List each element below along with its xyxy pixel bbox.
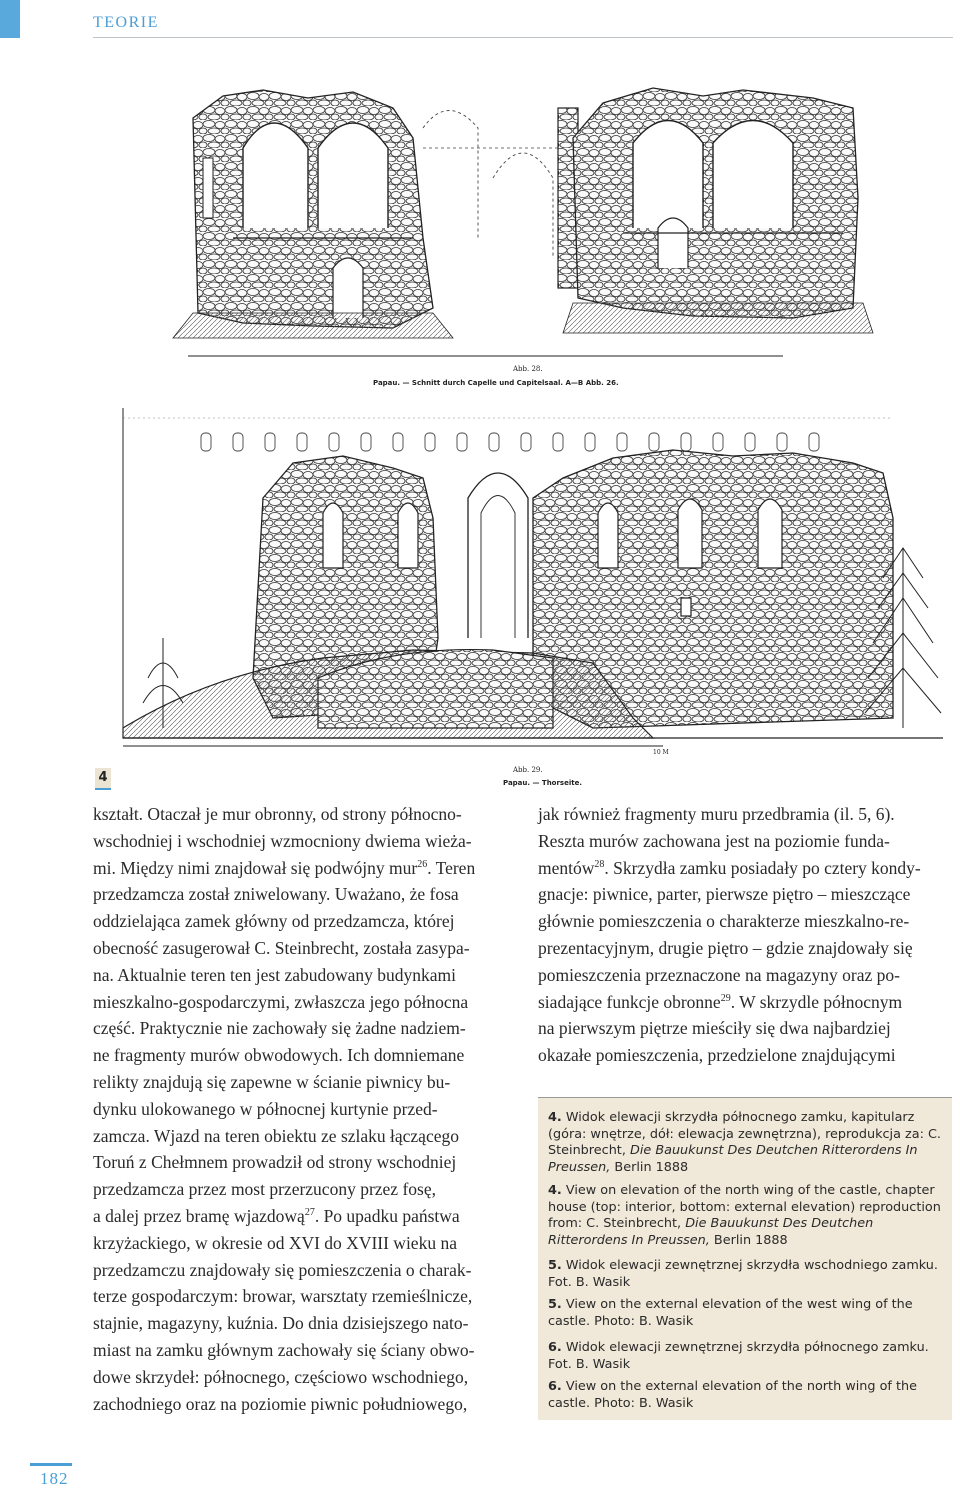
left-text-line: terze gospodarczym: browar, warsztaty rzemieślnicze,	[93, 1286, 473, 1307]
right-text-line: prezentacyjnym, drugie piętro – gdzie znajdowały się	[538, 937, 913, 958]
caption-5-en: 5. View on the external elevation of the west wing of the castle. Photo: B. Wasik	[548, 1297, 913, 1329]
left-text-line: przedzamczu znajdowały się pomieszczenia o charak-	[93, 1259, 472, 1280]
top-section-drawing	[173, 88, 873, 387]
body-text-right-column	[538, 801, 952, 1069]
castle-engraving-figure	[93, 78, 953, 793]
top-caption-title: Papau. — Schnitt durch Capelle und Capitelsaal. A—B Abb. 26.	[373, 379, 619, 387]
footnote-ref[interactable]: 27	[304, 1206, 315, 1218]
left-text-line: miast na zamku głównym zachowały się ściany obwo-	[93, 1339, 475, 1360]
bottom-caption-title: Papau. — Thorseite.	[503, 779, 583, 787]
right-text-line: siadające funkcje obronne$^{29}$. W skrzydle północnym	[538, 991, 903, 1012]
left-text-line: zachodniego oraz na poziomie piwnic południowego,	[93, 1393, 468, 1414]
left-text-line: wschodniej i wschodniej wzmocniony dwiema wieża-	[93, 830, 472, 851]
left-text-line: mi. Między nimi znajdował się podwójny mur$^{26}$. Teren	[93, 857, 476, 878]
left-text-line: mieszkalno-gospodarczymi, zwłaszcza jego północna	[93, 991, 469, 1012]
right-text-line: gnacje: piwnice, parter, pierwsze piętro – mieszczące	[538, 884, 911, 905]
left-text-line: kształt. Otaczał je mur obronny, od strony północno-	[93, 804, 462, 824]
bottom-caption-abb: Abb. 29.	[513, 766, 543, 774]
left-text-line: przedzamcza został zniwelowany. Uważano, że fosa	[93, 884, 459, 905]
caption-4-en: 4. View on elevation of the north wing of the castle, chapter house (top: interior, bottom: external elevation) reproduction from: C. Steinbrecht, Die Bauukunst Des Deutchen Ritterordens In Preussen, Berlin 1888	[548, 1183, 941, 1248]
caption-6-pl: 6. Widok elewacji zewnętrznej skrzydła północnego zamku. Fot. B. Wasik	[548, 1340, 929, 1372]
footer-rule	[30, 1463, 72, 1466]
left-text-line: relikty znajdują się zapewne w ścianie piwnicy bu-	[93, 1071, 451, 1092]
header-accent-bar	[0, 0, 20, 38]
left-text-line: obecność zasugerował C. Steinbrecht, została zasypa-	[93, 937, 470, 958]
left-text-line: przedzamcza przez most przerzucony przez fosę,	[93, 1179, 436, 1200]
right-text-line: głównie pomieszczenia o charakterze mieszkalno-re-	[538, 911, 910, 932]
left-text-line: stajnie, magazyny, kuźnia. Do dnia dzisiejszego nato-	[93, 1313, 469, 1334]
footnote-ref[interactable]: 28	[594, 858, 605, 870]
figure-number-badge: 4	[95, 768, 111, 790]
left-text-line: a dalej przez bramę wjazdową$^{27}$. Po upadku państwa	[93, 1205, 460, 1226]
right-text-line: na pierwszym piętrze mieściły się dwa najbardziej	[538, 1018, 891, 1039]
left-text-line: część. Praktycznie nie zachowały się żadne nadziem-	[93, 1018, 466, 1039]
caption-4-pl: 4. Widok elewacji skrzydła północnego zamku, kapitularz (góra: wnętrze, dół: elewacja zewnętrzna), reprodukcja za: C. Steinbrecht, Die Bauukunst Des Deutchen Ritterordens In Preussen, Berlin 1888	[548, 1110, 941, 1175]
left-text-line: dynku ulokowanego w północnej kurtynie przed-	[93, 1098, 438, 1119]
header-rule	[93, 37, 953, 38]
body-text-left-column	[93, 801, 511, 1417]
caption-5-pl: 5. Widok elewacji zewnętrznej skrzydła wschodniego zamku. Fot. B. Wasik	[548, 1258, 938, 1290]
page-number: 182	[40, 1469, 69, 1488]
left-text-line: Toruń z Chełmnem prowadził od strony wschodniej	[93, 1152, 457, 1173]
left-text-line: zamcza. Wjazd na teren obiektu ze szlaku łączącego	[93, 1125, 459, 1146]
left-text-line: dowe skrzydeł: północnego, częściowo wschodniego,	[93, 1366, 469, 1387]
section-title: TEORIE	[93, 14, 159, 31]
caption-6-en: 6. View on the external elevation of the north wing of the castle. Photo: B. Wasik	[548, 1379, 917, 1411]
left-text-line: krzyżackiego, w okresie od XVI do XVIII wieku na	[93, 1232, 457, 1253]
top-caption-abb: Abb. 28.	[513, 365, 543, 373]
left-text-line: ne fragmenty murów obwodowych. Ich domniemane	[93, 1045, 465, 1066]
right-text-line: pomieszczenia przeznaczone na magazyny oraz po-	[538, 964, 900, 985]
scale-label: 10 M	[653, 749, 669, 756]
left-text-line: oddzielająca zamek główny od przedzamcza, której	[93, 911, 455, 932]
right-text-line: okazałe pomieszczenia, przedzielone znajdującymi	[538, 1045, 896, 1066]
footnote-ref[interactable]: 29	[720, 992, 731, 1004]
right-text-line: mentów$^{28}$. Skrzydła zamku posiadały po cztery kondy-	[538, 857, 921, 878]
right-text-line: jak również fragmenty muru przedbramia (il. 5, 6).	[538, 804, 895, 824]
footnote-ref[interactable]: 26	[417, 858, 428, 870]
right-text-line: Reszta murów zachowana jest na poziomie funda-	[538, 830, 890, 851]
bottom-elevation-drawing	[123, 408, 943, 787]
left-text-line: na. Aktualnie teren ten jest zabudowany budynkami	[93, 964, 457, 985]
